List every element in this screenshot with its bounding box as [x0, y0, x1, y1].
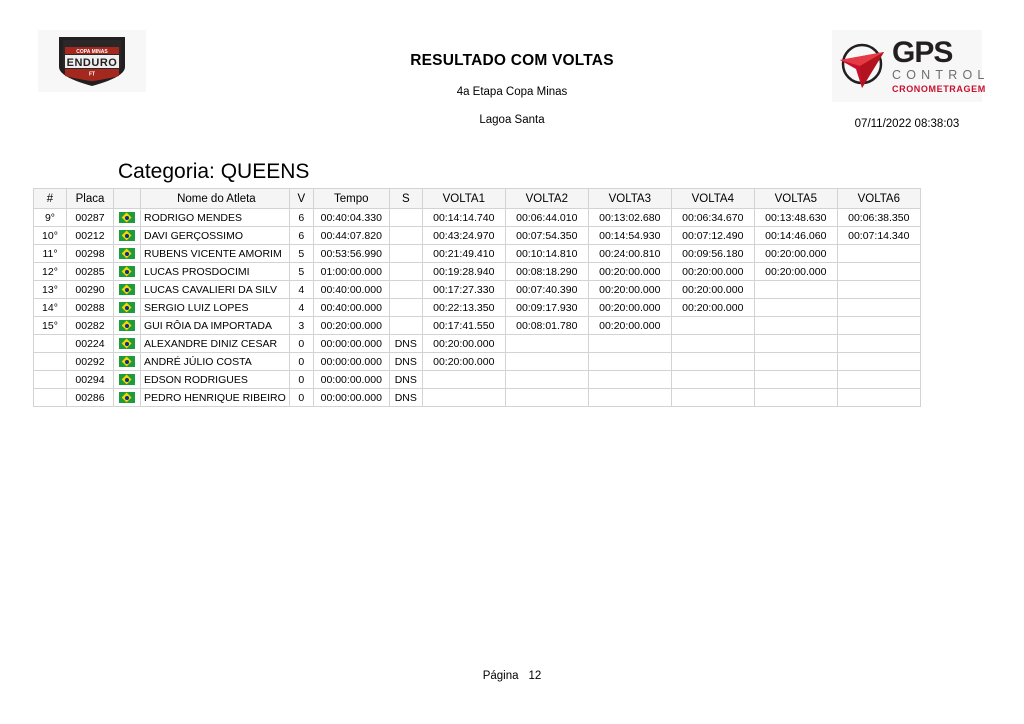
cell-volta6: 00:06:38.350 — [837, 209, 920, 227]
table-row — [34, 281, 921, 299]
cell-tempo: 00:40:00.000 — [313, 281, 389, 299]
cell-volta3: 00:14:54.930 — [588, 227, 671, 245]
brazil-flag-icon — [114, 209, 141, 227]
cell-tempo: 00:53:56.990 — [313, 245, 389, 263]
cell-nome: SERGIO LUIZ LOPES — [141, 299, 290, 317]
cell-volta4 — [671, 353, 754, 371]
table-row — [34, 389, 921, 407]
brazil-flag-icon — [114, 371, 141, 389]
cell-s — [389, 227, 422, 245]
enduro-logo — [38, 30, 146, 92]
results-table-container — [33, 188, 921, 407]
table-row — [34, 335, 921, 353]
cell-placa: 00298 — [67, 245, 114, 263]
title-block — [262, 52, 762, 126]
col-header-placa: Placa — [67, 189, 114, 209]
cell-volta3 — [588, 335, 671, 353]
cell-placa: 00294 — [67, 371, 114, 389]
cell-volta1: 00:21:49.410 — [422, 245, 505, 263]
cell-volta2 — [505, 389, 588, 407]
svg-text:FT: FT — [88, 71, 96, 78]
table-row — [34, 245, 921, 263]
cell-volta1: 00:19:28.940 — [422, 263, 505, 281]
footer-page-label: Página — [482, 670, 519, 682]
col-header-rank: # — [34, 189, 67, 209]
cell-volta6 — [837, 353, 920, 371]
cell-placa: 00290 — [67, 281, 114, 299]
col-header-volta5: VOLTA5 — [754, 189, 837, 209]
cell-s — [389, 245, 422, 263]
cell-volta6 — [837, 371, 920, 389]
results-table-body — [34, 209, 921, 407]
cell-volta1: 00:14:14.740 — [422, 209, 505, 227]
cell-volta1 — [422, 389, 505, 407]
cell-volta3 — [588, 389, 671, 407]
cell-volta3 — [588, 371, 671, 389]
brazil-flag-icon — [114, 389, 141, 407]
cell-volta6 — [837, 263, 920, 281]
cell-volta6 — [837, 317, 920, 335]
brazil-flag-icon — [114, 263, 141, 281]
cell-volta4 — [671, 389, 754, 407]
cell-volta4: 00:20:00.000 — [671, 263, 754, 281]
cell-s: DNS — [389, 353, 422, 371]
cell-volta4: 00:07:12.490 — [671, 227, 754, 245]
cell-volta4 — [671, 371, 754, 389]
cell-s — [389, 209, 422, 227]
cell-tempo: 00:40:00.000 — [313, 299, 389, 317]
event-subtitle: 4a Etapa Copa Minas — [456, 86, 568, 98]
cell-nome: GUI RÔIA DA IMPORTADA — [141, 317, 290, 335]
table-row — [34, 263, 921, 281]
cell-nome: PEDRO HENRIQUE RIBEIRO — [141, 389, 290, 407]
cell-volta1: 00:17:27.330 — [422, 281, 505, 299]
cell-volta2 — [505, 353, 588, 371]
cell-s: DNS — [389, 389, 422, 407]
cell-v: 4 — [289, 281, 313, 299]
gps-arrow-icon — [834, 38, 890, 94]
cell-placa: 00212 — [67, 227, 114, 245]
cell-v: 4 — [289, 299, 313, 317]
cell-volta4: 00:06:34.670 — [671, 209, 754, 227]
cell-v: 0 — [289, 389, 313, 407]
cell-tempo: 00:00:00.000 — [313, 353, 389, 371]
table-row — [34, 371, 921, 389]
cell-volta5 — [754, 281, 837, 299]
cell-s: DNS — [389, 371, 422, 389]
cell-volta3: 00:20:00.000 — [588, 263, 671, 281]
cell-v: 5 — [289, 245, 313, 263]
cell-v: 6 — [289, 209, 313, 227]
table-row — [34, 353, 921, 371]
col-header-v: V — [289, 189, 313, 209]
gps-wordmark-line1: GPS — [892, 36, 953, 70]
cell-v: 5 — [289, 263, 313, 281]
document-header — [0, 0, 1024, 150]
cell-volta6 — [837, 389, 920, 407]
table-row — [34, 317, 921, 335]
cell-rank — [34, 389, 67, 407]
cell-volta3: 00:20:00.000 — [588, 281, 671, 299]
results-table — [33, 188, 921, 407]
cell-volta3: 00:20:00.000 — [588, 317, 671, 335]
cell-volta2: 00:08:01.780 — [505, 317, 588, 335]
cell-volta1: 00:43:24.970 — [422, 227, 505, 245]
location-subtitle: Lagoa Santa — [479, 114, 545, 126]
cell-volta4 — [671, 335, 754, 353]
cell-volta5: 00:13:48.630 — [754, 209, 837, 227]
cell-placa: 00292 — [67, 353, 114, 371]
cell-v: 0 — [289, 335, 313, 353]
cell-tempo: 00:20:00.000 — [313, 317, 389, 335]
svg-text:COPA MINAS: COPA MINAS — [76, 49, 108, 55]
cell-volta4: 00:09:56.180 — [671, 245, 754, 263]
cell-v: 6 — [289, 227, 313, 245]
cell-volta1: 00:22:13.350 — [422, 299, 505, 317]
generated-timestamp: 07/11/2022 08:38:03 — [854, 118, 960, 130]
cell-rank: 9° — [34, 209, 67, 227]
cell-rank: 13° — [34, 281, 67, 299]
gps-wordmark-line3: CRONOMETRAGEM — [892, 83, 986, 94]
cell-volta2: 00:06:44.010 — [505, 209, 588, 227]
category-heading: Categoria: QUEENS — [118, 160, 310, 183]
cell-volta6 — [837, 281, 920, 299]
cell-volta5: 00:20:00.000 — [754, 263, 837, 281]
cell-rank — [34, 335, 67, 353]
table-header-row — [34, 189, 921, 209]
cell-tempo: 00:00:00.000 — [313, 371, 389, 389]
cell-volta3: 00:24:00.810 — [588, 245, 671, 263]
cell-volta6 — [837, 245, 920, 263]
col-header-volta6: VOLTA6 — [837, 189, 920, 209]
cell-s — [389, 299, 422, 317]
cell-tempo: 00:40:04.330 — [313, 209, 389, 227]
cell-volta1: 00:20:00.000 — [422, 335, 505, 353]
col-header-volta2: VOLTA2 — [505, 189, 588, 209]
col-header-volta4: VOLTA4 — [671, 189, 754, 209]
cell-volta3: 00:13:02.680 — [588, 209, 671, 227]
enduro-badge-icon — [55, 33, 129, 89]
cell-rank: 11° — [34, 245, 67, 263]
col-header-volta1: VOLTA1 — [422, 189, 505, 209]
cell-volta4: 00:20:00.000 — [671, 281, 754, 299]
cell-rank: 12° — [34, 263, 67, 281]
table-row — [34, 227, 921, 245]
cell-volta2: 00:10:14.810 — [505, 245, 588, 263]
gps-control-logo — [832, 30, 990, 102]
cell-volta5 — [754, 335, 837, 353]
cell-placa: 00287 — [67, 209, 114, 227]
cell-volta2 — [505, 371, 588, 389]
svg-text:ENDURO: ENDURO — [66, 57, 118, 69]
gps-wordmark — [892, 38, 990, 94]
cell-nome: LUCAS PROSDOCIMI — [141, 263, 290, 281]
cell-volta2: 00:08:18.290 — [505, 263, 588, 281]
cell-nome: RUBENS VICENTE AMORIM — [141, 245, 290, 263]
cell-volta1: 00:20:00.000 — [422, 353, 505, 371]
cell-placa: 00224 — [67, 335, 114, 353]
brazil-flag-icon — [114, 245, 141, 263]
cell-volta4: 00:20:00.000 — [671, 299, 754, 317]
cell-placa: 00288 — [67, 299, 114, 317]
cell-v: 0 — [289, 353, 313, 371]
col-header-nome: Nome do Atleta — [141, 189, 290, 209]
col-header-volta3: VOLTA3 — [588, 189, 671, 209]
cell-volta6 — [837, 299, 920, 317]
cell-volta5 — [754, 389, 837, 407]
cell-nome: ANDRÉ JÚLIO COSTA — [141, 353, 290, 371]
cell-volta6 — [837, 335, 920, 353]
cell-rank: 15° — [34, 317, 67, 335]
table-row — [34, 209, 921, 227]
cell-nome: DAVI GERÇOSSIMO — [141, 227, 290, 245]
cell-placa: 00285 — [67, 263, 114, 281]
cell-volta5 — [754, 353, 837, 371]
cell-v: 3 — [289, 317, 313, 335]
results-table-head — [34, 189, 921, 209]
brazil-flag-icon — [114, 299, 141, 317]
cell-v: 0 — [289, 371, 313, 389]
col-header-flag — [114, 189, 141, 209]
gps-wordmark-line2: CONTROL — [892, 68, 990, 83]
table-row — [34, 299, 921, 317]
cell-volta1 — [422, 371, 505, 389]
cell-volta2 — [505, 335, 588, 353]
cell-nome: ALEXANDRE DINIZ CESAR — [141, 335, 290, 353]
cell-rank: 10° — [34, 227, 67, 245]
cell-rank — [34, 353, 67, 371]
cell-volta3: 00:20:00.000 — [588, 299, 671, 317]
cell-placa: 00286 — [67, 389, 114, 407]
cell-s: DNS — [389, 335, 422, 353]
cell-volta2: 00:07:40.390 — [505, 281, 588, 299]
cell-nome: EDSON RODRIGUES — [141, 371, 290, 389]
footer-page-number: 12 — [528, 670, 542, 682]
cell-volta3 — [588, 353, 671, 371]
brazil-flag-icon — [114, 227, 141, 245]
cell-rank: 14° — [34, 299, 67, 317]
brazil-flag-icon — [114, 317, 141, 335]
cell-volta1: 00:17:41.550 — [422, 317, 505, 335]
cell-volta5: 00:14:46.060 — [754, 227, 837, 245]
cell-nome: LUCAS CAVALIERI DA SILV — [141, 281, 290, 299]
cell-nome: RODRIGO MENDES — [141, 209, 290, 227]
cell-tempo: 00:00:00.000 — [313, 389, 389, 407]
col-header-s: S — [389, 189, 422, 209]
cell-volta4 — [671, 317, 754, 335]
cell-s — [389, 281, 422, 299]
page-title: RESULTADO COM VOLTAS — [410, 52, 614, 69]
cell-volta5 — [754, 371, 837, 389]
brazil-flag-icon — [114, 281, 141, 299]
brazil-flag-icon — [114, 335, 141, 353]
cell-volta2: 00:07:54.350 — [505, 227, 588, 245]
cell-tempo: 00:44:07.820 — [313, 227, 389, 245]
cell-volta6: 00:07:14.340 — [837, 227, 920, 245]
col-header-tempo: Tempo — [313, 189, 389, 209]
cell-volta2: 00:09:17.930 — [505, 299, 588, 317]
cell-volta5 — [754, 299, 837, 317]
cell-tempo: 01:00:00.000 — [313, 263, 389, 281]
cell-s — [389, 263, 422, 281]
brazil-flag-icon — [114, 353, 141, 371]
page-footer — [0, 670, 1024, 682]
cell-volta5 — [754, 317, 837, 335]
cell-volta5: 00:20:00.000 — [754, 245, 837, 263]
cell-tempo: 00:00:00.000 — [313, 335, 389, 353]
cell-s — [389, 317, 422, 335]
cell-placa: 00282 — [67, 317, 114, 335]
cell-rank — [34, 371, 67, 389]
